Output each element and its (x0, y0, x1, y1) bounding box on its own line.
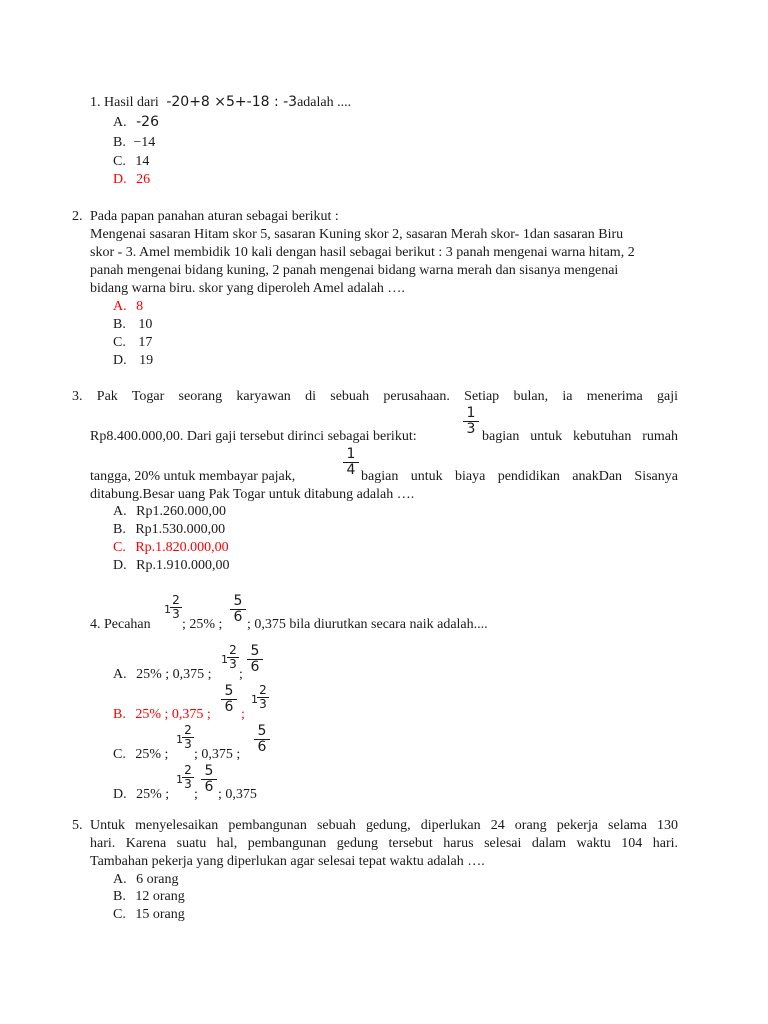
q4a-fraction: $\frac{5}{6}$ (247, 644, 263, 675)
q4-option-b-answer: B. 25% ; 0,375 ; (113, 707, 211, 722)
q4d-mixed-whole: 1 (176, 773, 183, 786)
q5-line-1: Untuk menyelesaikan pembangunan sebuah gedung, diperlukan 24 orang pekerja selama 130 (90, 818, 678, 833)
q1-prefix: 1. Hasil dari (90, 95, 159, 110)
q3-option-b: B. Rp1.530.000,00 (113, 522, 226, 537)
q3-option-a: A. Rp1.260.000,00 (113, 504, 226, 519)
q1-option-c: C. 14 (113, 154, 150, 169)
q4c-fraction: $\frac{5}{6}$ (254, 724, 270, 755)
q4c-sep: ; 0,375 ; (194, 747, 241, 762)
q1-expression: -20+8 ×5+-18 : -3 (166, 94, 298, 110)
q4c-mixed-whole: 1 (176, 733, 183, 746)
q2-option-d: D. 19 (113, 353, 154, 368)
q2-line-5: bidang warna biru. skor yang diperoleh Amel adalah …. (90, 281, 405, 296)
q3-fraction-one-quarter: $\frac{1}{4}$ (343, 447, 359, 478)
q4-mixed-whole: 1 (164, 603, 171, 616)
q4b-fraction: $\frac{5}{6}$ (221, 684, 237, 715)
q2-number: 2. (72, 209, 83, 224)
q3-line-1: 3. Pak Togar seorang karyawan di sebuah perusahaan. Setiap bulan, ia menerima gaji (72, 389, 678, 404)
q2-line-4: panah mengenai bidang kuning, 2 panah mengenai bidang warna merah dan sisanya mengenai (90, 263, 619, 278)
q2-option-b: B. 10 (113, 317, 153, 332)
q1-suffix: adalah .... (297, 95, 352, 110)
q3-line-2b: bagian untuk kebutuhan rumah (482, 429, 678, 444)
q4-option-c: C. 25% ; (113, 747, 169, 762)
q2-option-a-answer: A. 8 (113, 299, 144, 314)
q3-fraction-one-third: $\frac{1}{3}$ (463, 406, 479, 437)
q5-option-a: A. 6 orang (113, 872, 179, 887)
q4d-fraction: $\frac{5}{6}$ (201, 764, 217, 795)
q4-option-a: A. 25% ; 0,375 ; (113, 667, 212, 682)
q4a-mixed-whole: 1 (221, 653, 228, 666)
q4-option-d: D. 25% ; (113, 787, 170, 802)
q4-lead: 4. Pecahan (90, 617, 151, 632)
q4-tail: ; 0,375 bila diurutkan secara naik adalah.... (247, 617, 488, 632)
q4d-sep-2: ; 0,375 (218, 787, 257, 802)
q3-option-d: D. Rp.1.910.000,00 (113, 558, 230, 573)
q4d-sep-1: ; (194, 787, 198, 802)
q4b-sep: ; (241, 707, 245, 722)
q2-option-c: C. 17 (113, 335, 153, 350)
q3-line-3b: bagian untuk biaya pendidikan anakDan Sisanya (361, 469, 678, 484)
q5-option-b: B. 12 orang (113, 889, 185, 904)
q2-line-1: Pada papan panahan aturan sebagai berikut : (90, 209, 339, 224)
q5-number: 5. (72, 818, 83, 833)
q1-stem (90, 94, 351, 111)
q2-line-2: Mengenai sasaran Hitam skor 5, sasaran Kuning skor 2, sasaran Merah skor- 1dan sasaran Biru (90, 227, 624, 242)
q1-option-b: B. −14 (113, 135, 156, 150)
q4-mixed-fraction: $\frac{2}{3}$ (170, 594, 182, 621)
q5-line-3: Tambahan pekerja yang diperlukan agar selesai tepat waktu adalah …. (90, 854, 485, 869)
q4-sep-1: ; 25% ; (182, 617, 223, 632)
q4d-mixed-fraction: $\frac{2}{3}$ (182, 764, 194, 791)
q2-line-3: skor - 3. Amel membidik 10 kali dengan hasil sebagai berikut : 3 panah mengenai warna hitam, 2 (90, 245, 635, 260)
q4-fraction-five-sixths: $\frac{5}{6}$ (230, 594, 246, 625)
q4b-mixed-fraction: $\frac{2}{3}$ (257, 684, 269, 711)
q4c-mixed-fraction: $\frac{2}{3}$ (182, 724, 194, 751)
q5-line-2: hari. Karena suatu hal, pembangunan gedung tersebut harus selesai dalam waktu 104 hari. (90, 836, 678, 851)
q4b-mixed-whole: 1 (251, 693, 258, 706)
q3-line-4: ditabung.Besar uang Pak Togar untuk ditabung adalah …. (90, 487, 415, 502)
q4a-sep: ; (239, 667, 243, 682)
q3-line-3a: tangga, 20% untuk membayar pajak, (90, 469, 296, 484)
q3-option-c-answer: C. Rp.1.820.000,00 (113, 540, 229, 555)
q4a-mixed-fraction: $\frac{2}{3}$ (227, 644, 239, 671)
q1-option-a: A. -26 (113, 114, 159, 130)
q5-option-c: C. 15 orang (113, 907, 185, 922)
q3-line-2a: Rp8.400.000,00. Dari gaji tersebut dirinci sebagai berikut: (90, 429, 417, 444)
q1-option-d-answer: D. 26 (113, 172, 151, 187)
